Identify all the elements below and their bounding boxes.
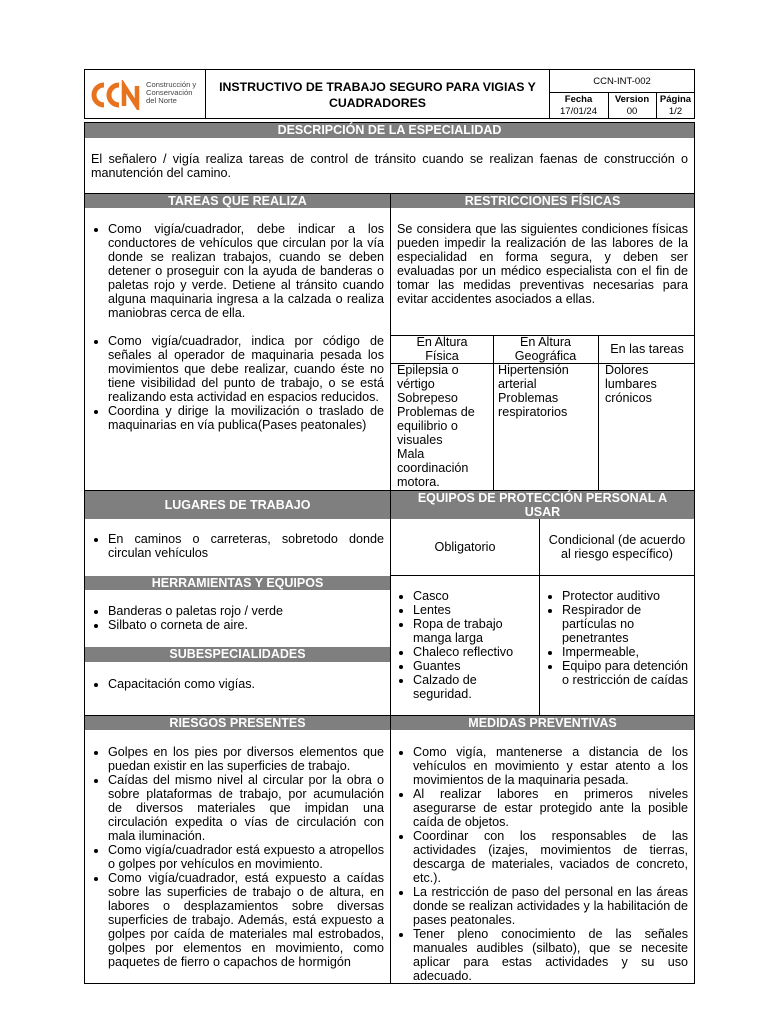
header-code-hline bbox=[549, 92, 695, 93]
list-item: • Tener pleno conocimiento de las señales manuales audibles (silbato), que se necesite aplicar para estas actividades y su uso adecuado. bbox=[413, 927, 688, 983]
list-item: • Equipo para detención o restricción de caídas bbox=[562, 659, 692, 687]
list-item: • Chaleco reflectivo bbox=[413, 645, 538, 659]
tareas-restriccion-list bbox=[605, 363, 691, 405]
section-header-tareas: TAREAS QUE REALIZA bbox=[85, 194, 390, 208]
document-title: INSTRUCTIVO DE TRABAJO SEGURO PARA VIGIAS Y CUADRADORES bbox=[219, 80, 536, 110]
list-item: • Coordinar con los responsables de las actividades (izajes, movimientos de tierras, descarga de materiales, vaciados de concreto, etc.). bbox=[413, 829, 688, 885]
divider-line bbox=[84, 715, 695, 716]
epp-condicional-header: Condicional (de acuerdo al riesgo específico) bbox=[548, 533, 686, 561]
list-item: • Como vigía/cuadrador, está expuesto a caídas sobre las superficies de trabajo o de altura, en labores o desplazamientos sobre diversas superficies de trabajo. Además, está expuesto a golpes por caída de materiales mal estrobados, golpes por elementos en movimiento, como paquetes de fierro o capachos de hormigón bbox=[108, 871, 384, 969]
list-item: • Ropa de trabajo manga larga bbox=[413, 617, 538, 645]
list-item: • Calzado de seguridad. bbox=[413, 673, 538, 701]
list-item: • La restricción de paso del personal en las áreas donde se realizan actividades y la habilitación de pases peatonales. bbox=[413, 885, 688, 927]
section-header-herramientas: HERRAMIENTAS Y EQUIPOS bbox=[85, 576, 390, 590]
list-item: Epilepsia o vértigo bbox=[397, 363, 459, 391]
section-header-medidas: MEDIDAS PREVENTIVAS bbox=[391, 716, 694, 730]
list-item: • Guantes bbox=[413, 659, 538, 673]
riesgos-list bbox=[88, 745, 384, 983]
medidas-list bbox=[393, 745, 688, 983]
tareas-restriccion-header: En las tareas bbox=[610, 342, 684, 356]
list-item: Problemas de equilibrio o visuales bbox=[397, 405, 475, 447]
restricciones-intro: Se considera que las siguientes condiciones físicas pueden impedir la realización de las labores de la especialidad en forma segura, y deben ser evaluadas por un médico especialista con el fin de tomar las medidas preventivas necesarias para evitar accidentes asociados a ellas. bbox=[397, 222, 688, 306]
section-header-riesgos: RIESGOS PRESENTES bbox=[85, 716, 390, 730]
altura-geografica-header: En Altura Geográfica bbox=[514, 335, 577, 363]
ccn-logo-icon bbox=[88, 80, 140, 110]
epp-condicional-list bbox=[542, 589, 692, 687]
list-item: Problemas respiratorios bbox=[498, 391, 568, 419]
list-item: • Como vigía/cuadrador, debe indicar a los conductores de vehículos que circulan por la vía donde se realizan trabajos, cuando se deben detener o proseguir con la ayuda de banderas o paletas rojo y verde. Detiene al tránsito cuando alguna maquinaria ingresa a la calzada o realiza maniobras cerca de ella. bbox=[108, 222, 384, 320]
tareas-list bbox=[88, 222, 384, 432]
version-value: 00 bbox=[626, 106, 638, 117]
list-item: Dolores lumbares crónicos bbox=[605, 363, 657, 405]
restricciones-vline-2 bbox=[598, 335, 599, 490]
document-code: CCN-INT-002 bbox=[593, 76, 651, 87]
lugares-list bbox=[88, 532, 384, 560]
epp-obligatorio-list bbox=[393, 589, 538, 701]
fecha-value: 17/01/24 bbox=[560, 106, 597, 117]
list-item: • En caminos o carreteras, sobretodo donde circulan vehículos bbox=[108, 532, 384, 560]
list-item: Mala coordinación motora. bbox=[397, 447, 469, 489]
list-item: • Lentes bbox=[413, 603, 538, 617]
section-header-descripcion: DESCRIPCIÓN DE LA ESPECIALIDAD bbox=[85, 123, 694, 138]
section-header-subespecialidades: SUBESPECIALIDADES bbox=[85, 647, 390, 662]
center-divider bbox=[390, 193, 391, 984]
list-item: • Silbato o corneta de aire. bbox=[108, 618, 384, 632]
epp-hline bbox=[390, 575, 695, 576]
section-header-lugares: LUGARES DE TRABAJO bbox=[85, 491, 390, 519]
list-item: • Al realizar labores en primeros niveles asegurarse de estar protegido ante la posible caída de objetos. bbox=[413, 787, 688, 829]
company-logo bbox=[88, 76, 203, 112]
list-item: • Caídas del mismo nivel al circular por la obra o sobre plataformas de trabajo, por acumulación de diversos materiales que impidan una circulación expedita o vías de circulación con mala iluminación. bbox=[108, 773, 384, 843]
descripcion-text: El señalero / vigía realiza tareas de control de tránsito cuando se realizan faenas de construcción o manutención del camino. bbox=[91, 152, 688, 180]
restricciones-vline-1 bbox=[493, 335, 494, 490]
pagina-value: 1/2 bbox=[668, 106, 683, 117]
list-item: • Coordina y dirige la movilización o traslado de maquinarias en vía publica(Pases peatonales) bbox=[108, 404, 384, 432]
fecha-label: Fecha bbox=[564, 94, 593, 105]
altura-geografica-list bbox=[498, 363, 594, 419]
company-name: Construcción y Conservación del Norte bbox=[146, 80, 197, 105]
list-item: • Capacitación como vigías. bbox=[108, 677, 384, 691]
list-item: • Golpes en los pies por diversos elementos que puedan existir en las superficies de trabajo. bbox=[108, 745, 384, 773]
list-item: • Respirador de partículas no penetrantes bbox=[562, 603, 692, 645]
herramientas-list bbox=[88, 604, 384, 632]
list-item: Hipertensión arterial bbox=[498, 363, 569, 391]
list-item: • Banderas o paletas rojo / verde bbox=[108, 604, 384, 618]
list-item: • Casco bbox=[413, 589, 538, 603]
epp-obligatorio-header: Obligatorio bbox=[434, 540, 496, 554]
list-item: • Como vigía, mantenerse a distancia de los vehículos en movimiento y estar atento a los movimientos de la maquinaria pesada. bbox=[413, 745, 688, 787]
version-label: Version bbox=[614, 94, 650, 105]
list-item: Sobrepeso bbox=[397, 391, 458, 405]
pagina-label: Página bbox=[659, 94, 692, 105]
list-item: • Protector auditivo bbox=[562, 589, 692, 603]
list-item: • Impermeable, bbox=[562, 645, 692, 659]
epp-vline bbox=[539, 519, 540, 715]
section-header-restricciones: RESTRICCIONES FÍSICAS bbox=[391, 194, 694, 208]
list-item: • Como vigía/cuadrador está expuesto a atropellos o golpes por vehículos en movimiento. bbox=[108, 843, 384, 871]
list-item: • Como vigía/cuadrador, indica por código de señales al operador de maquinaria pesada los movimientos que debe realizar, cuando éste no tiene visibilidad del punto de trabajo, o se está realizando esta actividad en espacios reducidos. bbox=[108, 334, 384, 404]
subespecialidades-list bbox=[88, 677, 384, 691]
altura-fisica-header: En Altura Física bbox=[416, 335, 468, 363]
altura-fisica-list bbox=[397, 363, 490, 489]
section-header-epp: EQUIPOS DE PROTECCIÓN PERSONAL A USAR bbox=[391, 491, 694, 519]
